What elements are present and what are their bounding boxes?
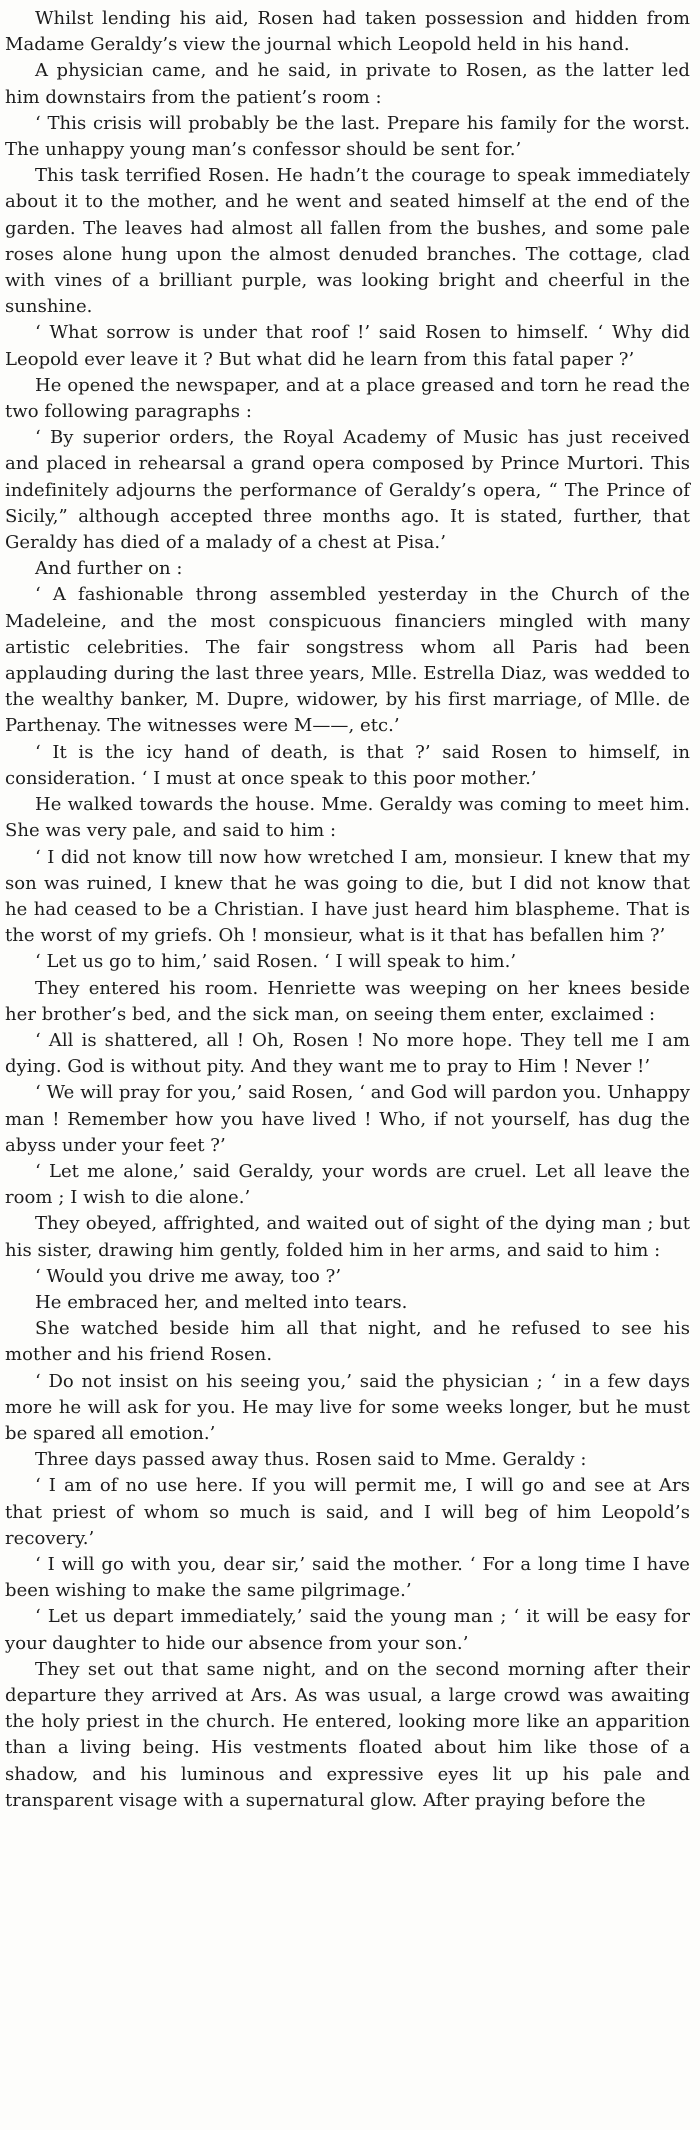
- paragraph-mother-pilgrimage: ‘ I will go with you, dear sir,’ said the mother. ‘ For a long time I have been wishing to make the same pilgrimage.’: [5, 1553, 690, 1602]
- paragraph-physician-warning: ‘ This crisis will probably be the last. Prepare his family for the worst. The unhappy young man’s confessor should be sent for.’: [5, 112, 690, 161]
- paragraph-arrive-at-ars: They set out that same night, and on the second morning after their departure they arrived at Ars. As was usual, a large crowd was awaiting the holy priest in the church. He entered, looking more like an apparition than a living being. His vestments floated about him like those of a shadow, and his luminous and expressive eyes lit up his pale and transparent visage with a supernatural glow. After praying before the: [5, 1658, 690, 1811]
- paragraph-further-on: And further on :: [35, 558, 183, 580]
- paragraph-watched-all-night: She watched beside him all that night, and he refused to see his mother and his friend Rosen.: [5, 1318, 690, 1366]
- paragraph-sorrow-under-roof: ‘ What sorrow is under that roof !’ said Rosen to himself. ‘ Why did Leopold ever leave it ? But what did he learn from this fatal paper ?’: [5, 322, 690, 370]
- paragraph-opera-notice: ‘ By superior orders, the Royal Academy of Music has just received and placed in rehearsal a grand opera composed by Prince Murtori. This indefinitely adjourns the performance of Geraldy’s opera, “ The Prince of Sicily,” although accepted three months ago. It is stated, further, that Geraldy has died of a malady of a chest at Pisa.’: [5, 427, 690, 554]
- paragraph-drive-me-away: ‘ Would you drive me away, too ?’: [35, 1265, 342, 1287]
- paragraph-opens-newspaper: He opened the newspaper, and at a place greased and torn he read the two following paragraphs :: [5, 374, 690, 423]
- paragraph-icy-hand-of-death: ‘ It is the icy hand of death, is that ?’ said Rosen to himself, in consideration. ‘ I must at once speak to this poor mother.’: [5, 741, 690, 789]
- paragraph-walks-to-house: He walked towards the house. Mme. Geraldy was coming to meet him. She was very pale, and said to him :: [5, 794, 690, 842]
- paragraph-mother-grief: ‘ I did not know till now how wretched I am, monsieur. I knew that my son was ruined, I knew that he was going to die, but I did not know that he had ceased to be a Christian. I have just heard him blaspheme. That is the worst of my griefs. Oh ! monsieur, what is it that has befallen him ?’: [5, 846, 690, 947]
- paragraph-let-me-alone: ‘ Let me alone,’ said Geraldy, your words are cruel. Let all leave the room ; I wish to die alone.’: [5, 1160, 690, 1209]
- paragraph-melted-into-tears: He embraced her, and melted into tears.: [35, 1291, 408, 1313]
- paragraph-let-us-go: ‘ Let us go to him,’ said Rosen. ‘ I will speak to him.’: [35, 951, 517, 973]
- text-column: [5, 6, 690, 1814]
- paragraph-rosen-hides-journal: Whilst lending his aid, Rosen had taken possession and hidden from Madame Geraldy’s view the journal which Leopold held in his hand.: [5, 8, 690, 56]
- paragraph-three-days: Three days passed away thus. Rosen said to Mme. Geraldy :: [35, 1449, 587, 1471]
- paragraph-depart-immediately: ‘ Let us depart immediately,’ said the young man ; ‘ it will be easy for your daughter to hide our absence from your son.’: [5, 1606, 690, 1654]
- paragraph-go-to-ars: ‘ I am of no use here. If you will permit me, I will go and see at Ars that priest of whom so much is said, and I will beg of him Leopold’s recovery.’: [5, 1475, 690, 1549]
- paragraph-enter-room: They entered his room. Henriette was weeping on her knees beside her brother’s bed, and the sick man, on seeing them enter, exclaimed :: [5, 977, 690, 1025]
- paragraph-they-obeyed: They obeyed, affrighted, and waited out of sight of the dying man ; but his sister, drawing him gently, folded him in her arms, and said to him :: [5, 1213, 690, 1261]
- paragraph-physician-arrives: A physician came, and he said, in private to Rosen, as the latter led him downstairs from the patient’s room :: [5, 60, 690, 108]
- paragraph-do-not-insist: ‘ Do not insist on his seeing you,’ said the physician ; ‘ in a few days more he will ask for you. He may live for some weeks longer, but he must be spared all emotion.’: [5, 1370, 690, 1444]
- paragraph-all-is-shattered: ‘ All is shattered, all ! Oh, Rosen ! No more hope. They tell me I am dying. God is without pity. And they want me to pray to Him ! Never !’: [5, 1029, 690, 1078]
- paragraph-wedding-notice: ‘ A fashionable throng assembled yesterday in the Church of the Madeleine, and the most conspicuous financiers mingled with many artistic celebrities. The fair songstress whom all Paris had been applauding during the last three years, Mlle. Estrella Diaz, was wedded to the wealthy banker, M. Dupre, widower, by his first marriage, of Mlle. de Parthenay. The witnesses were M——, etc.’: [5, 584, 690, 737]
- paragraph-rosen-in-garden: This task terrified Rosen. He hadn’t the courage to speak immediately about it to the mother, and he went and seated himself at the end of the garden. The leaves had almost all fallen from the bushes, and some pale roses alone hung upon the almost denuded branches. The cottage, clad with vines of a brilliant purple, was looking bright and cheerful in the sunshine.: [5, 165, 690, 318]
- paragraph-we-will-pray: ‘ We will pray for you,’ said Rosen, ‘ and God will pardon you. Unhappy man ! Remember how you have lived ! Who, if not yourself, has dug the abyss under your feet ?’: [5, 1082, 690, 1156]
